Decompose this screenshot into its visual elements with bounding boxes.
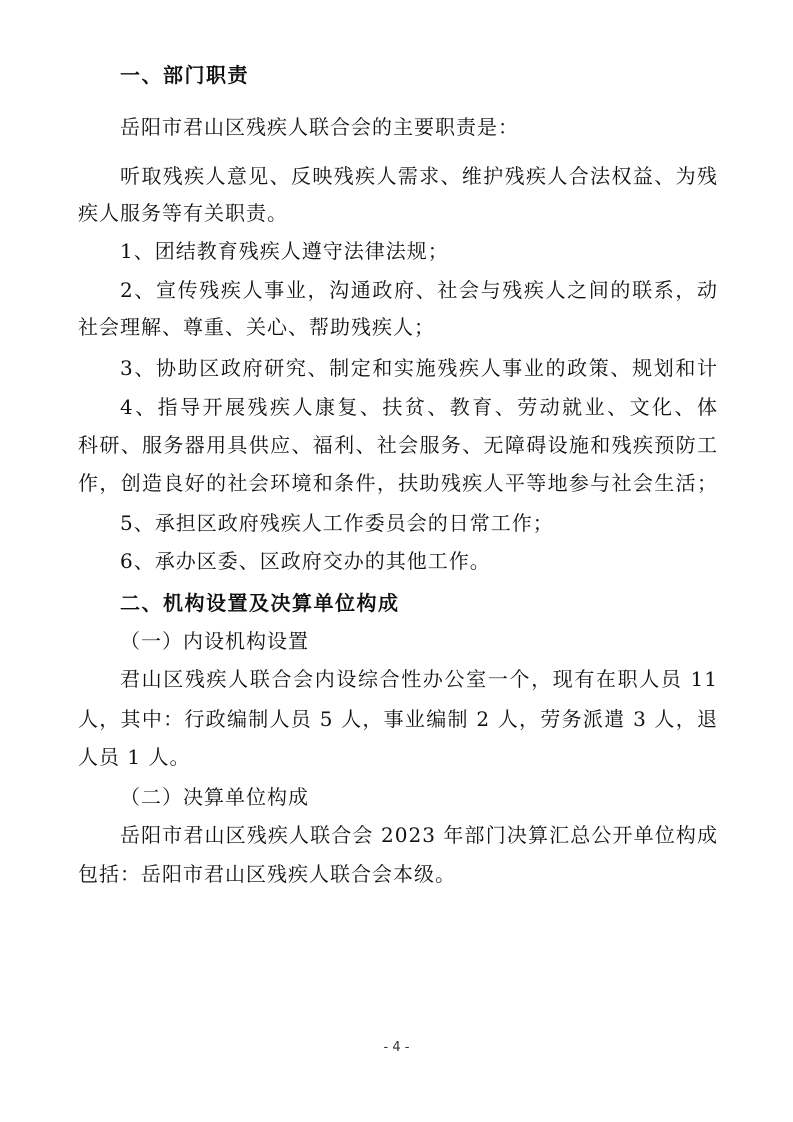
section-1-intro: 岳阳市君山区残疾人联合会的主要职责是： — [120, 115, 519, 139]
duty-item-2-line-2: 社会理解、尊重、关心、帮助残疾人； — [78, 315, 435, 339]
duties-paragraph-line-2: 疾人服务等有关职责。 — [78, 201, 288, 225]
section-1-heading: 一、部门职责 — [120, 63, 249, 87]
subsection-1-line-3: 人员 1 人。 — [78, 745, 191, 769]
duty-item-4-line-3: 作，创造良好的社会环境和条件，扶助残疾人平等地参与社会生活； — [78, 471, 718, 495]
subsection-1-line-2: 人，其中：行政编制人员 5 人，事业编制 2 人，劳务派遣 3 人，退 — [78, 707, 718, 731]
subsection-2-heading: （二）决算单位构成 — [120, 785, 309, 809]
duty-item-4-line-1: 4、指导开展残疾人康复、扶贫、教育、劳动就业、文化、体 — [120, 395, 718, 419]
duty-item-1: 1、团结教育残疾人遵守法律法规； — [120, 239, 449, 263]
duties-paragraph-line-1: 听取残疾人意见、反映残疾人需求、维护残疾人合法权益、为残 — [120, 164, 718, 188]
page-number: - 4 - — [383, 1040, 410, 1055]
duty-item-5: 5、承担区政府残疾人工作委员会的日常工作； — [120, 511, 554, 535]
subsection-1-heading: （一）内设机构设置 — [120, 629, 309, 653]
duty-item-3: 3、协助区政府研究、制定和实施残疾人事业的政策、规划和计 — [120, 356, 718, 380]
duty-item-2-line-1: 2、宣传残疾人事业，沟通政府、社会与残疾人之间的联系，动 — [120, 278, 718, 302]
section-2-heading: 二、机构设置及决算单位构成 — [120, 591, 400, 615]
subsection-2-line-1: 岳阳市君山区残疾人联合会 2023 年部门决算汇总公开单位构成 — [120, 823, 718, 847]
duty-item-6: 6、承办区委、区政府交办的其他工作。 — [120, 549, 491, 573]
duty-item-4-line-2: 科研、服务器用具供应、福利、社会服务、无障碍设施和残疾预防工 — [78, 433, 718, 457]
subsection-1-line-1: 君山区残疾人联合会内设综合性办公室一个，现有在职人员 11 — [120, 667, 718, 691]
subsection-2-line-2: 包括：岳阳市君山区残疾人联合会本级。 — [78, 862, 456, 886]
